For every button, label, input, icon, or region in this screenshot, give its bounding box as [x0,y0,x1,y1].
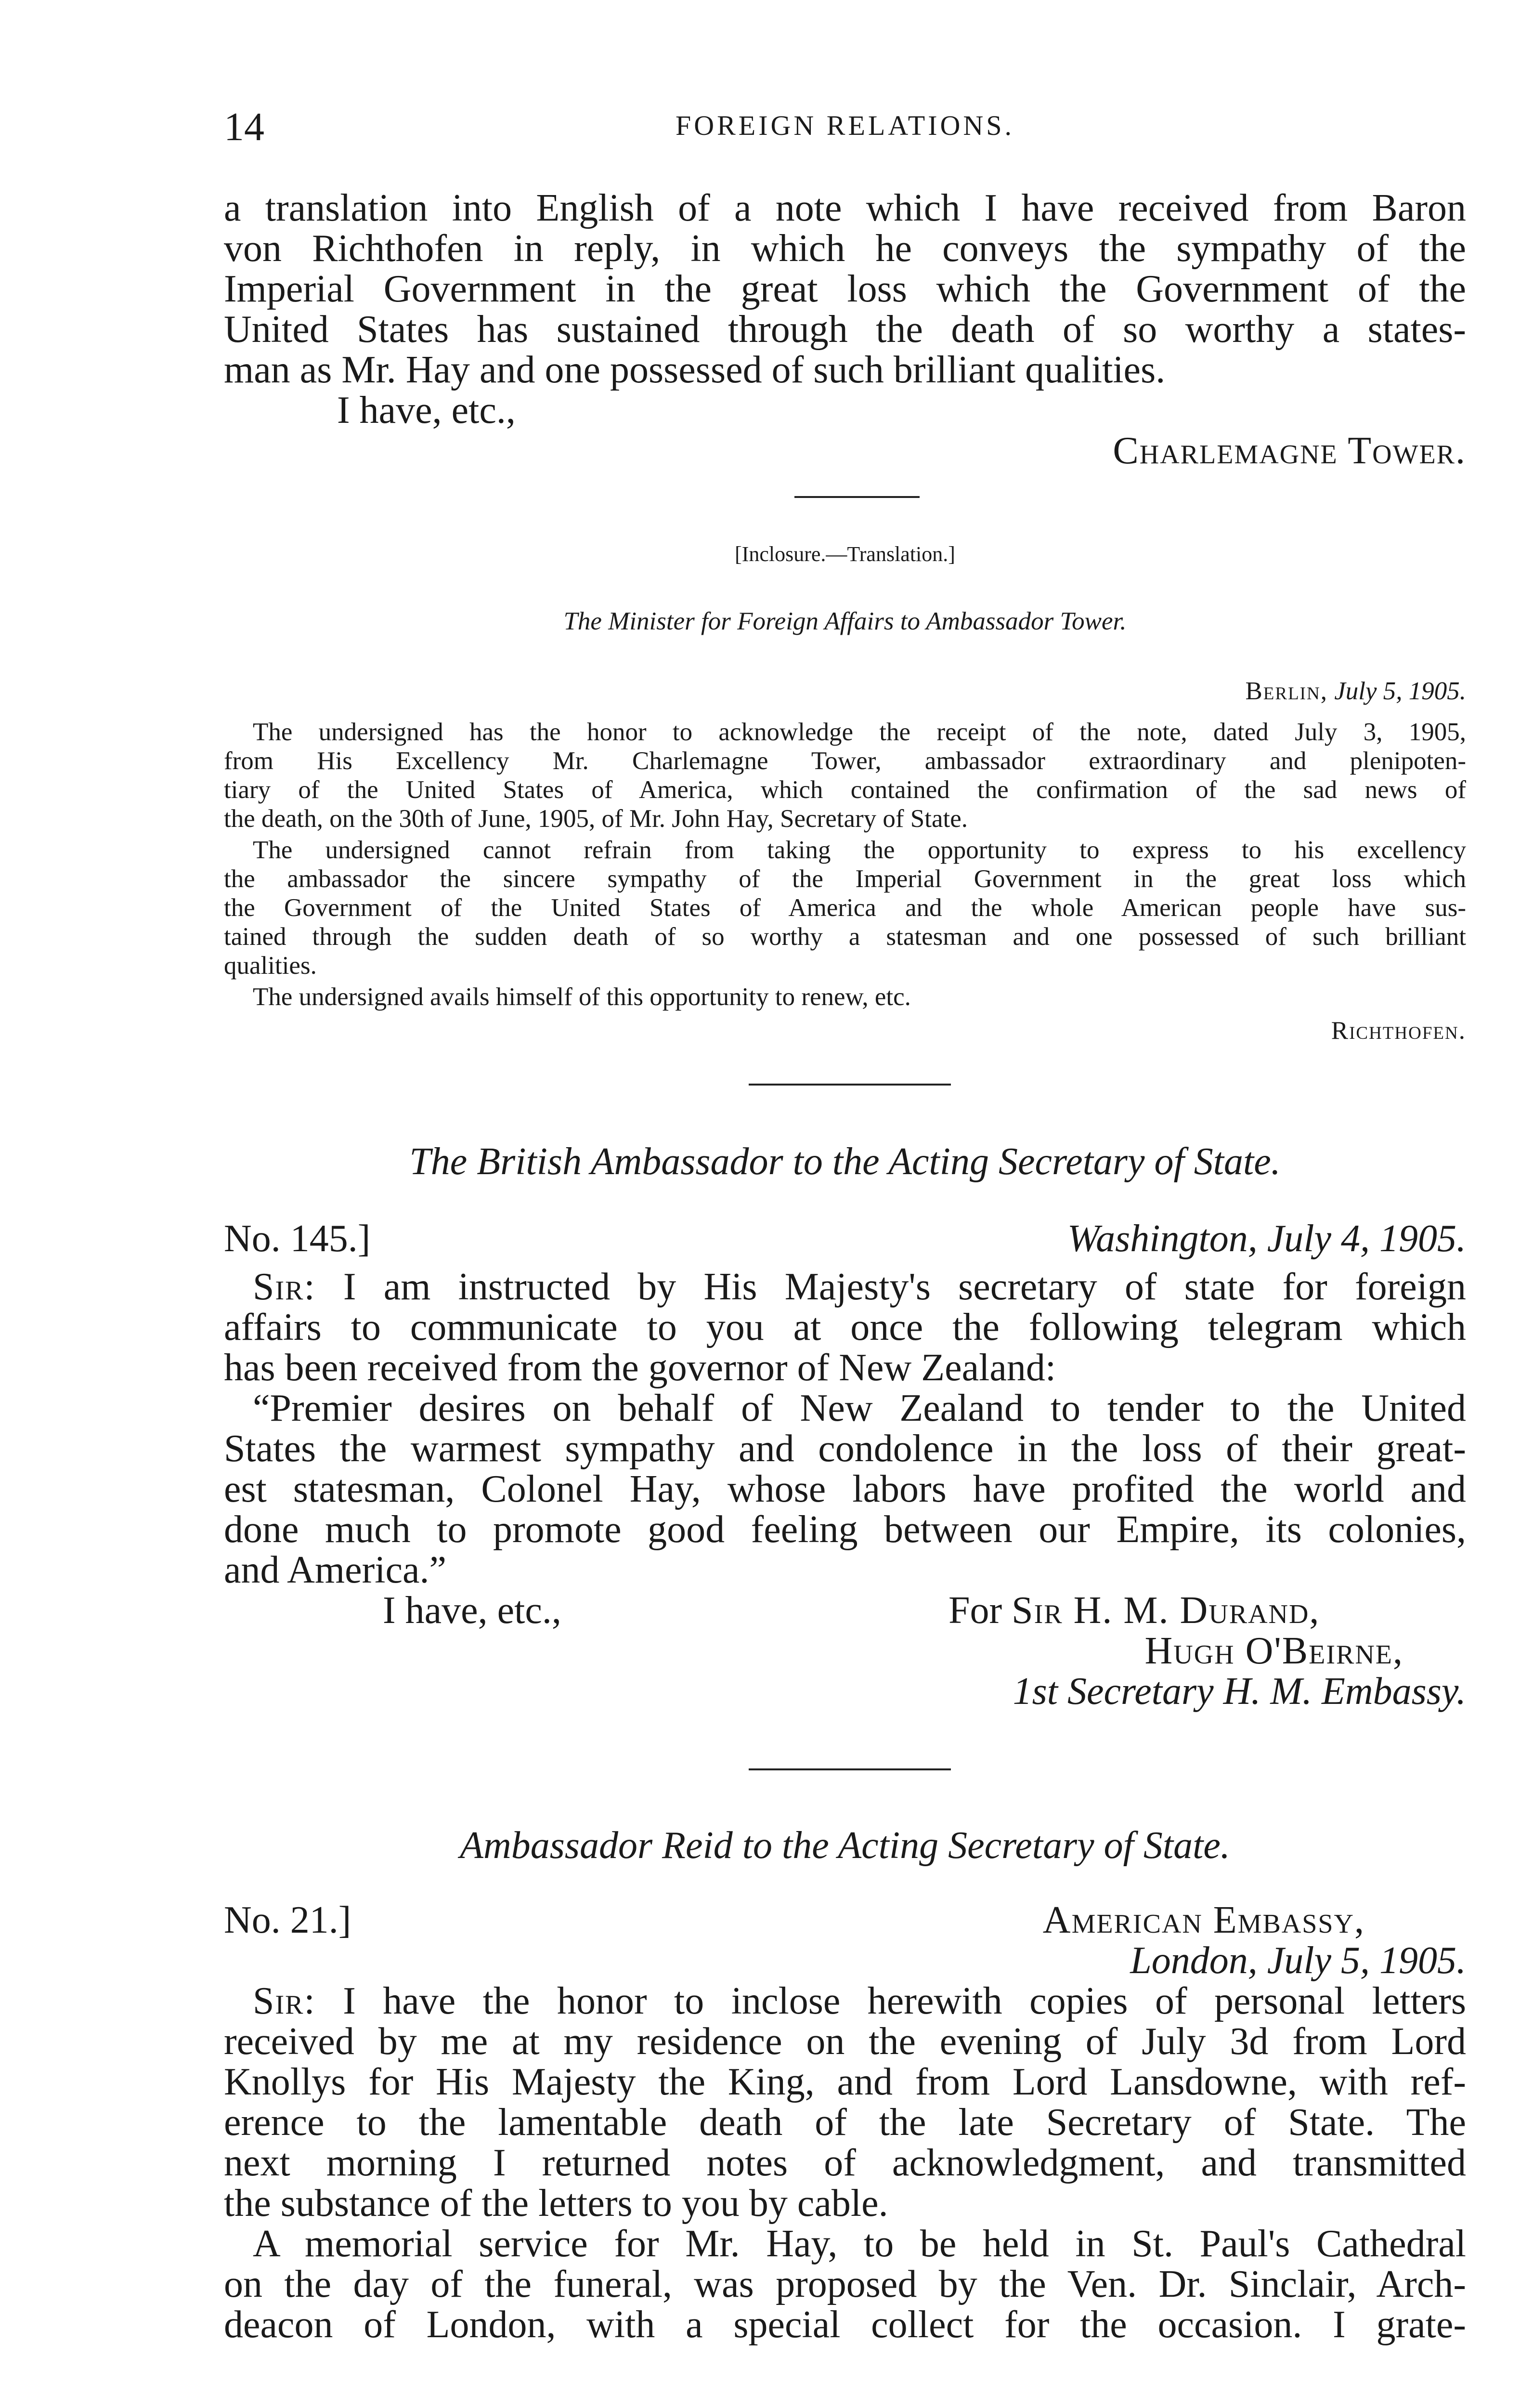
text-line: man as Mr. Hay and one possessed of such brilliant qualities. [224,349,1166,391]
text-line: States the warmest sympathy and condolence in the loss of their great- [224,1427,1466,1470]
inclosure-label: [Inclosure.—Translation.] [735,542,955,566]
dispatch-number: No. 21.] [224,1899,351,1941]
signature: Sir H. M. Durand, [1012,1589,1320,1632]
salutation: Sir: [253,1980,316,2022]
dateline: London, July 5, 1905. [1130,1939,1466,1982]
signature: Charlemagne Tower. [1113,430,1466,472]
text-line: the ambassador the sincere sympathy of the Imperial Government in the great loss which [224,865,1466,893]
signature-title: 1st Secretary H. M. Embassy. [1013,1670,1466,1713]
letter-heading: The British Ambassador to the Acting Secretary of State. [409,1140,1281,1183]
signature: Richthofen. [1331,1017,1466,1045]
place: American Embassy, [1042,1899,1365,1941]
text-line: has been received from the governor of New Zealand: [224,1347,1056,1389]
divider-rule [794,496,920,498]
text-line: on the day of the funeral, was proposed by the Ven. Dr. Sinclair, Arch- [224,2263,1466,2305]
inclosure-heading: The Minister for Foreign Affairs to Ambassador Tower. [563,607,1127,635]
divider-rule [749,1084,951,1086]
text-line: The undersigned avails himself of this opportunity to renew, etc. [253,983,911,1011]
page-header [224,104,1466,147]
signature: Hugh O'Beirne, [1144,1630,1403,1672]
running-head: FOREIGN RELATIONS. [675,110,1015,141]
text-line: Sir: I have the honor to inclose herewith copies of personal letters [253,1980,1467,2022]
salutation: Sir: [253,1266,316,1308]
text-line: von Richthofen in reply, in which he conveys the sympathy of the [224,227,1466,270]
text-line: Knollys for His Majesty the King, and from Lord Lansdowne, with ref- [224,2061,1466,2103]
text-line: tained through the sudden death of so worthy a statesman and one possessed of such brilliant [224,923,1466,951]
text-line: the death, on the 30th of June, 1905, of Mr. John Hay, Secretary of State. [224,805,968,833]
letter-heading: Ambassador Reid to the Acting Secretary of State. [460,1824,1230,1867]
text-line: next morning I returned notes of acknowledgment, and transmitted [224,2142,1466,2184]
text-line: from His Excellency Mr. Charlemagne Tower, ambassador extraordinary and plenipoten- [224,747,1466,775]
text-line: a translation into English of a note which I have received from Baron [224,187,1466,229]
text-line: United States has sustained through the death of so worthy a states- [224,308,1466,351]
text-line: est statesman, Colonel Hay, whose labors have profited the world and [224,1468,1466,1510]
text-line: and America.” [224,1549,446,1591]
text-line: done much to promote good feeling between our Empire, its colonies, [224,1508,1466,1551]
text-line: tiary of the United States of America, which contained the confirmation of the sad news of [224,776,1466,804]
text-line: “Premier desires on behalf of New Zealand to tender to the United [253,1387,1466,1429]
text-line: The undersigned has the honor to acknowledge the receipt of the note, dated July 3, 1905, [253,718,1466,746]
dateline-date: July 5, 1905. [1334,677,1466,705]
text-line: qualities. [224,952,317,980]
divider-rule [749,1768,951,1770]
closing: I have, etc., [383,1589,561,1632]
text-line: Sir: I am instructed by His Majesty's secretary of state for foreign [253,1266,1467,1308]
text-line: the Government of the United States of America and the whole American people have sus- [224,894,1466,922]
text-line: erence to the lamentable death of the late Secretary of State. The [224,2101,1466,2144]
text-line: The undersigned cannot refrain from taking the opportunity to express to his excellency [253,836,1466,864]
text-line: received by me at my residence on the evening of July 3d from Lord [224,2020,1466,2063]
text-line: deacon of London, with a special collect for the occasion. I grate- [224,2303,1466,2346]
text-line: Imperial Government in the great loss which the Government of the [224,268,1466,310]
text-line: affairs to communicate to you at once the following telegram which [224,1306,1466,1348]
dateline: Washington, July 4, 1905. [1067,1217,1466,1260]
closing: I have, etc., [337,389,516,432]
dateline [224,677,1466,706]
dateline-place: Berlin, [1245,677,1328,705]
text-line: the substance of the letters to you by cable. [224,2182,888,2225]
text-line: A memorial service for Mr. Hay, to be held in St. Paul's Cathedral [253,2223,1466,2265]
page-number: 14 [224,105,264,149]
signature-line: For Sir H. M. Durand, [948,1589,1320,1632]
dispatch-number: No. 145.] [224,1217,371,1260]
